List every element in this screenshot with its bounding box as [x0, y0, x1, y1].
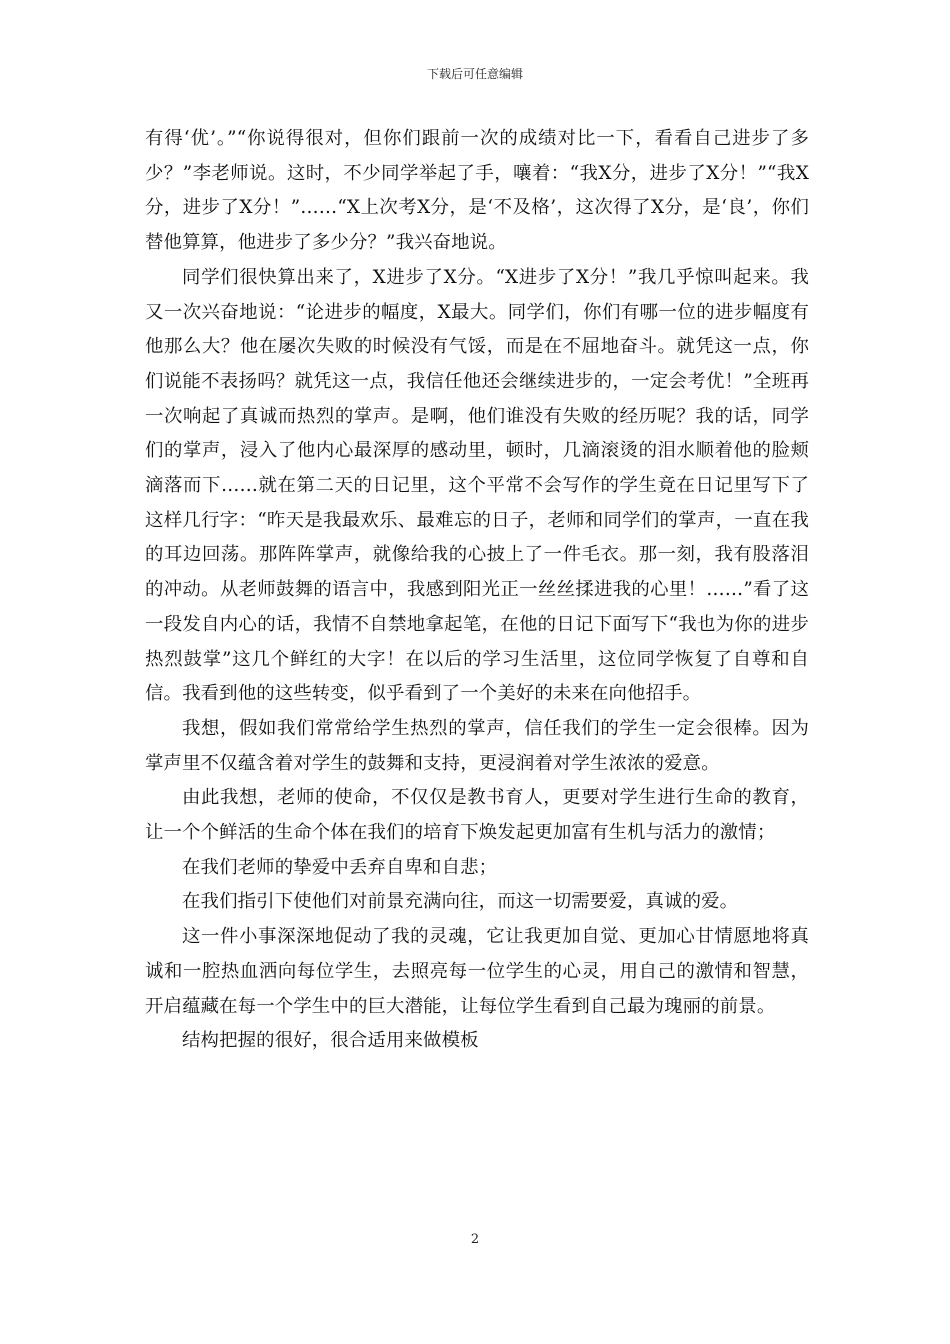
paragraph-2: 同学们很快算出来了，X进步了X分。“X进步了X分！”我几乎惊叫起来。我又一次兴奋地说：“论进步的幅度，X最大。同学们，你们有哪一位的进步幅度有他那么大？他在屡次失败的时候没有气馁，而是在不屈地奋斗。就凭这一点，你们说能不表扬吗？就凭这一点，我信任他还会继续进步的，一定会考优！”全班再一次响起了真诚而热烈的掌声。是啊，他们谁没有失败的经历呢？我的话，同学们的掌声，浸入了他内心最深厚的感动里，顿时，几滴滚烫的泪水顺着他的脸颊滴落而下……就在第二天的日记里，这个平常不会写作的学生竟在日记里写下了这样几行字：“昨天是我最欢乐、最难忘的日子，老师和同学们的掌声，一直在我的耳边回荡。那阵阵掌声，就像给我的心披上了一件毛衣。那一刻，我有股落泪的冲动。从老师鼓舞的语言中，我感到阳光正一丝丝揉进我的心里！……”看了这一段发自内心的话，我情不自禁地拿起笔，在他的日记下面写下“我也为你的进步热烈鼓掌”这几个鲜红的大字！在以后的学习生活里，这位同学恢复了自尊和自信。我看到他的这些转变，似乎看到了一个美好的未来在向他招手。	[145, 266, 809, 705]
paragraph-3: 我想，假如我们常常给学生热烈的掌声，信任我们的学生一定会很棒。因为掌声里不仅蕴含着对学生的鼓舞和支持，更浸润着对学生浓浓的爱意。	[145, 717, 809, 774]
paragraph-7: 这一件小事深深地促动了我的灵魂，它让我更加自觉、更加心甘情愿地将真诚和一腔热血洒向每位学生，去照亮每一位学生的心灵，用自己的激情和智慧，开启蕴藏在每一个学生中的巨大潜能，让每位学生看到自己最为瑰丽的前景。	[145, 926, 809, 1017]
paragraph-6: 在我们指引下使他们对前景充满向往，而这一切需要爱，真诚的爱。	[182, 891, 739, 913]
paragraph-5: 在我们老师的挚爱中丢弃自卑和自悲；	[182, 856, 498, 878]
paragraph-8: 结构把握的很好，很合适用来做模板	[182, 1030, 479, 1052]
paragraph-4: 由此我想，老师的使命，不仅仅是教书育人，更要对学生进行生命的教育，让一个个鲜活的生命个体在我们的培育下焕发起更加富有生机与活力的激情；	[145, 787, 809, 844]
page-number: 2	[470, 1232, 480, 1247]
document-body	[145, 122, 809, 1059]
paragraph-1: 有得‘优’。”“你说得很对，但你们跟前一次的成绩对比一下，看看自己进步了多少？”李老师说。这时，不少同学举起了手，嚷着：“我X分，进步了X分！”“我X分，进步了X分！”……“X上次考X分，是‘不及格’，这次得了X分，是‘良’，你们替他算算，他进步了多少分？”我兴奋地说。	[145, 128, 809, 254]
page-header: 下载后可任意编辑	[426, 67, 523, 81]
